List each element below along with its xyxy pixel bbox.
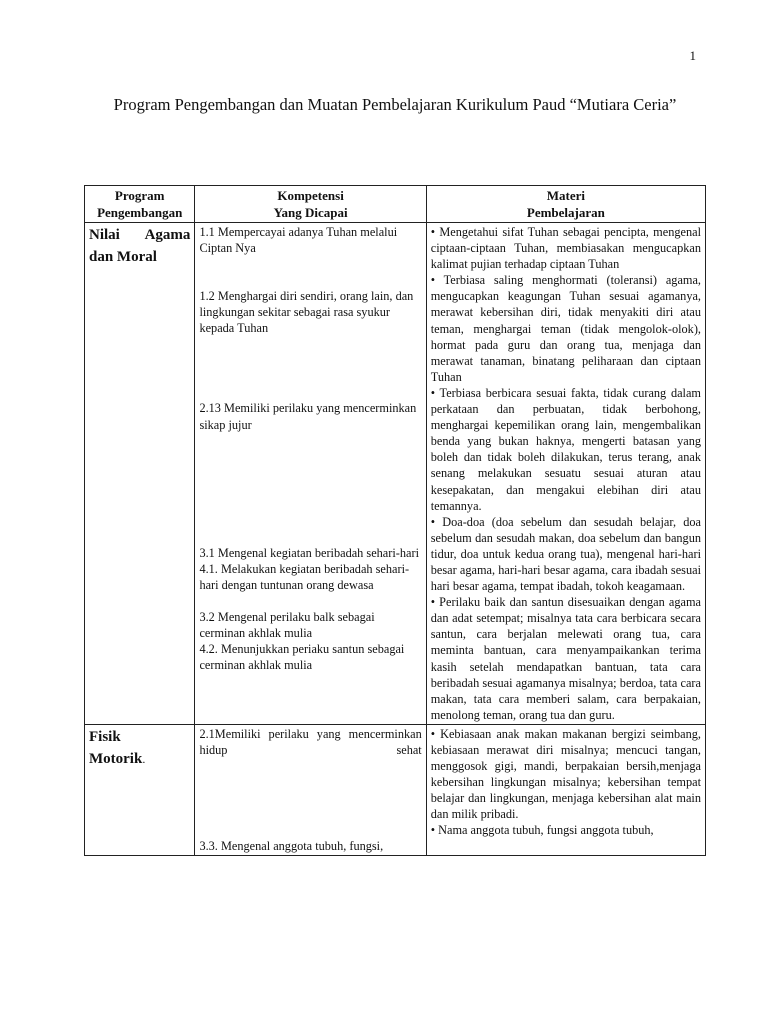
- table-row: [85, 223, 706, 725]
- competency-cell: [195, 724, 426, 855]
- program-area-label: Fisik: [89, 728, 121, 745]
- program-area-cell: [85, 223, 195, 725]
- header-material-line-2: Pembelajaran: [526, 205, 605, 220]
- program-area-label-suffix: .: [142, 751, 146, 766]
- program-area-label-cont: dan Moral: [89, 249, 157, 265]
- header-program: [85, 186, 195, 223]
- header-material-line-1: Materi: [546, 188, 585, 203]
- competency-item: 1.2 Menghargai diri sendiri, orang lain, dan lingkungan sekitar sebagai rasa syukur kepada Tuhan: [199, 289, 414, 336]
- header-material: [426, 186, 705, 223]
- competency-item: 4.1. Melakukan kegiatan beribadah sehari-hari dengan tuntunan orang dewasa: [199, 561, 410, 592]
- material-item: • Perilaku baik dan santun disesuaikan dengan agama dan adat setempat; misalnya tata cara berbicara secara santun, cara berjalan melewati orang tua, cara meminta bantuan, cara menyampaikankan terima kasih setelah mendapatkan bantuan, tata cara beribadah sesuai agamanya misalnya; berdoa, tata cara makan, tata cara memberi salam, cara berpakaian, menolong teman, orang tua dan guru.: [430, 595, 701, 722]
- material-cell: [426, 724, 705, 855]
- material-item: • Terbiasa saling menghormati (toleransi) agama, mengucapkan keagungan Tuhan sesuai agamanya, merawat kebersihan diri, tidak menyakiti diri atau teman, menghargai teman (tidak mengolok-olok), hormat pada guru dan orang tua, menjaga dan merawat tanaman, binatang peliharaan dan ciptaan Tuhan: [430, 273, 701, 384]
- curriculum-table: [84, 185, 706, 856]
- competency-item: 3.2 Mengenal perilaku balk sebagai cerminan akhlak mulia: [199, 609, 375, 641]
- competency-item: 3.3. Mengenal anggota tubuh, fungsi,: [199, 839, 384, 854]
- program-area-label: Nilai Agama: [89, 227, 191, 243]
- material-item: • Mengetahui sifat Tuhan sebagai pencipta, mengenal ciptaan-ciptaan Tuhan, membiasakan mengucapkan kalimat pujian terhadap ciptaan Tuhan: [430, 225, 701, 272]
- material-cell: [426, 223, 705, 725]
- header-program-line-2: Pengembangan: [97, 205, 183, 220]
- table-row: [85, 724, 706, 855]
- material-item: • Terbiasa berbicara sesuai fakta, tidak curang dalam perkataan dan perbuatan, tidak berbohong, menghargai kepemilikan orang lain, mengembalikan benda yang bukan haknya, mengerti batasan yang boleh dan tidak boleh dilakukan, terus terang, anak senang melakukan sesuatu sesuai aturan atau kesepakatan, dan mengakui elebihan diri atau temannya.: [430, 385, 701, 513]
- competency-cell: [195, 223, 426, 725]
- page-number: 1: [689, 48, 696, 63]
- header-program-line-1: Program: [114, 188, 165, 203]
- material-item: • Kebiasaan anak makan makanan bergizi seimbang, kebiasaan merawat diri misalnya; mencuci tangan, menggosok gigi, mandi, berpakaian bersih,menjaga kebersihan lingkungan misalnya; kebersihan tempat belajar dan lingkungan, menjaga kebersihan alat main dan milik pribadi.: [430, 726, 701, 822]
- material-item: • Nama anggota tubuh, fungsi anggota tubuh,: [430, 823, 654, 838]
- competency-item: 2.1Memiliki perilaku yang mencerminkan hidup sehat: [199, 726, 422, 757]
- material-item: • Doa-doa (doa sebelum dan sesudah belajar, doa sebelum dan sesudah makan, doa sebelum dan bangun tidur, doa untuk kedua orang tua), mengenal hari-hari besar agama, hari-hari besar agama, cara ibadah sesuai hari besar agama, tempat ibadah, tokoh keagamaan.: [430, 514, 701, 594]
- table-header-row: [85, 186, 706, 223]
- competency-item: 2.13 Memiliki perilaku yang mencerminkan sikap jujur: [199, 401, 417, 432]
- header-competency: [195, 186, 426, 223]
- program-area-cell: [85, 724, 195, 855]
- competency-item: 4.2. Menunjukkan periaku santun sebagai cerminan akhlak mulia: [199, 642, 405, 673]
- header-competency-line-1: Kompetensi: [277, 188, 344, 203]
- document-title: Program Pengembangan dan Muatan Pembelajaran Kurikulum Paud “Mutiara Ceria”: [113, 95, 677, 114]
- header-competency-line-2: Yang Dicapai: [273, 205, 348, 220]
- competency-item: 3.1 Mengenal kegiatan beribadah sehari-hari: [199, 545, 419, 560]
- competency-item: 1.1 Mempercayai adanya Tuhan melalui Ciptan Nya: [199, 225, 398, 256]
- program-area-label-word: Motorik: [89, 750, 143, 767]
- program-area-label-cont: [89, 748, 190, 770]
